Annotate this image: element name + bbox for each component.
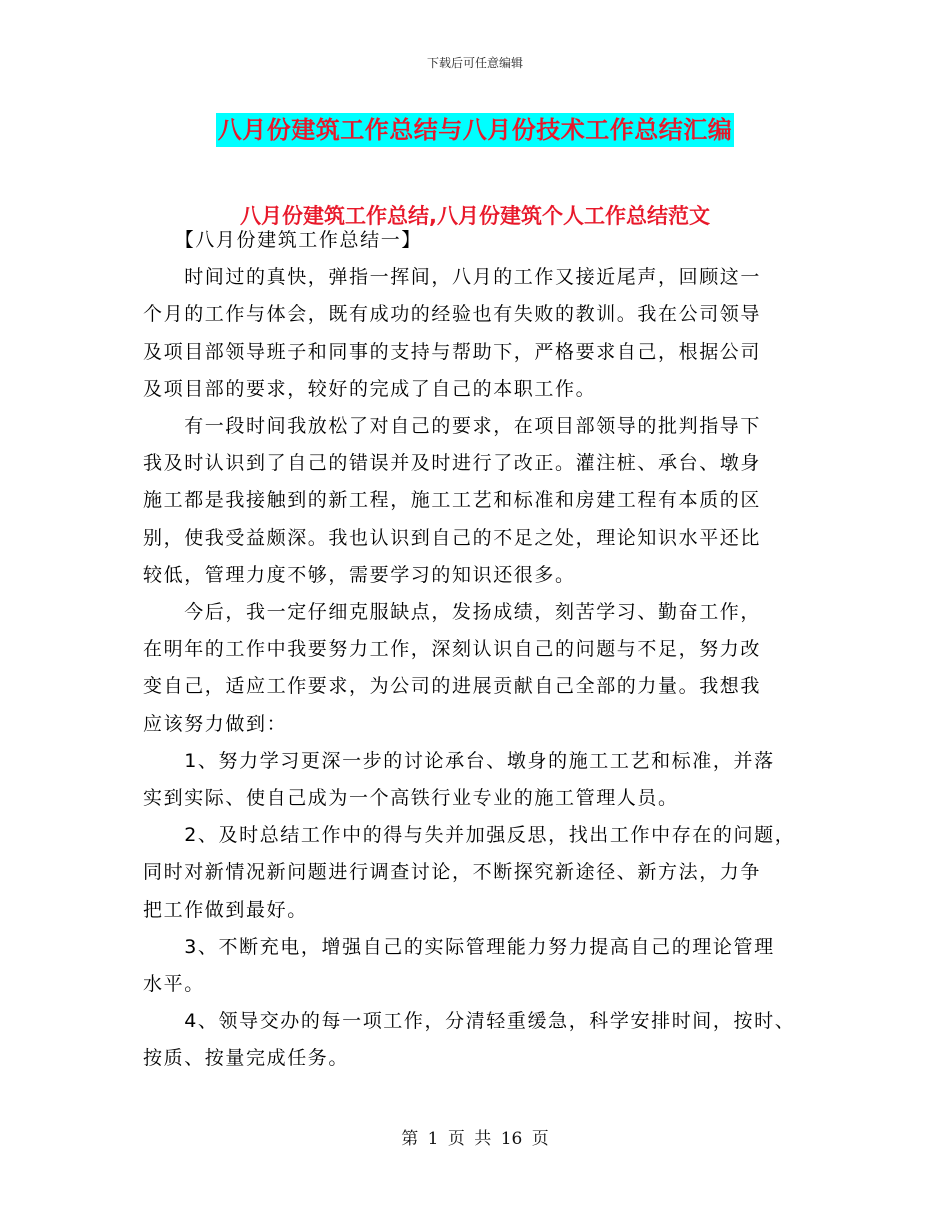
- body-line: 水平。: [143, 973, 205, 996]
- body-line: 我及时认识到了自己的错误并及时进行了改正。灌注桩、承台、墩身: [143, 452, 762, 475]
- body-line: 实到实际、使自己成为一个高铁行业专业的施工管理人员。: [143, 787, 679, 810]
- body-line: 1、努力学习更深一步的讨论承台、墩身的施工工艺和标准，并落: [143, 749, 775, 772]
- body-line: 施工都是我接触到的新工程，施工工艺和标准和房建工程有本质的区: [143, 489, 762, 512]
- body-line: 时间过的真快，弹指一挥间，八月的工作又接近尾声，回顾这一: [143, 266, 762, 289]
- page-number: 第 1 页 共 16 页: [401, 1129, 549, 1149]
- body-line: 较低，管理力度不够，需要学习的知识还很多。: [143, 563, 576, 586]
- body-line: 4、领导交办的每一项工作，分清轻重缓急，科学安排时间，按时、: [143, 1010, 796, 1033]
- body-line: 【八月份建筑工作总结一】: [143, 229, 422, 251]
- sub-title: 八月份建筑工作总结,八月份建筑个人工作总结范文: [240, 204, 710, 228]
- body-line: 有一段时间我放松了对自己的要求，在项目部领导的批判指导下: [143, 415, 762, 438]
- body-line: 应该努力做到：: [143, 712, 288, 735]
- body-line: 个月的工作与体会，既有成功的经验也有失败的教训。我在公司领导: [143, 303, 762, 326]
- header-note: 下载后可任意编辑: [426, 56, 523, 70]
- body-text: [143, 222, 815, 1078]
- body-line: 今后，我一定仔细克服缺点，发扬成绩，刻苦学习、勤奋工作，: [143, 601, 762, 624]
- main-title: 八月份建筑工作总结与八月份技术工作总结汇编: [216, 113, 735, 147]
- main-title-container: [0, 113, 950, 147]
- body-line: 在明年的工作中我要努力工作，深刻认识自己的问题与不足，努力改: [143, 638, 762, 661]
- body-line: 3、不断充电，增强自己的实际管理能力努力提高自己的理论管理: [143, 935, 775, 958]
- body-line: 按质、按量完成任务。: [143, 1047, 350, 1070]
- body-line: 别，使我受益颇深。我也认识到自己的不足之处，理论知识水平还比: [143, 526, 762, 549]
- body-line: 把工作做到最好。: [143, 898, 308, 921]
- body-line: 及项目部的要求，较好的完成了自己的本职工作。: [143, 377, 597, 400]
- body-line: 同时对新情况新问题进行调查讨论，不断探究新途径、新方法，力争: [143, 861, 762, 884]
- body-line: 及项目部领导班子和同事的支持与帮助下，严格要求自己，根据公司: [143, 340, 762, 363]
- body-line: 2、及时总结工作中的得与失并加强反思，找出工作中存在的问题，: [143, 824, 796, 847]
- body-line: 变自己，适应工作要求，为公司的进展贡献自己全部的力量。我想我: [143, 675, 762, 698]
